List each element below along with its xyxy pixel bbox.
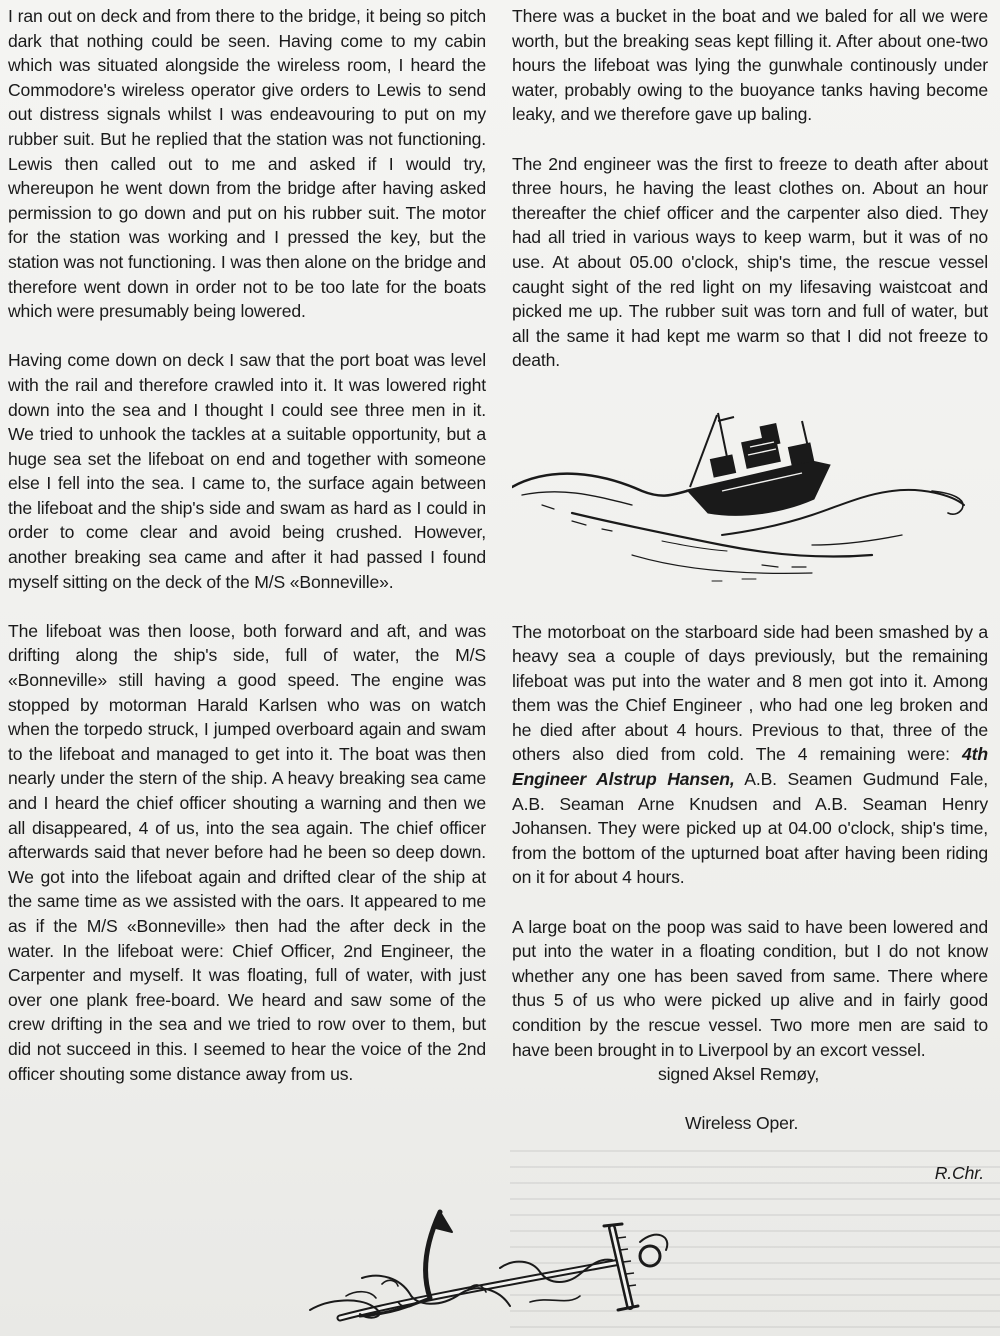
right-paragraph-1: There was a bucket in the boat and we baled for all we were worth, but the breaking seas kept filling it. After about one-two hours the lifeboat was lying the gunwhale continously under water, probably owing to the buoyance tanks having become leaky, and we therefore gave up baling. [512, 6, 988, 125]
crew-name-italic: 4th Engineer Alstrup Hansen, [512, 744, 988, 790]
ship-sketch-icon [512, 395, 982, 585]
right-paragraph-4: A large boat on the poop was said to have been lowered and put into the water in a floating condition, but I do not know whether any one has been saved from same. There where thus 5 of us who were picked up alive and in fairly good condition by the rescue vessel. Two more men are said to have been brought in to Liverpool by an excort vessel. [512, 916, 988, 1060]
left-paragraph-2: Having come down on deck I saw that the port boat was level with the rail and therefore crawled into it. It was lowered right down into the sea and I thought I could see three men in it. We tried to unhook the tackles at a suitable opportunity, but a huge sea set the lifeboat on end and together with someone else I fell into the sea. I came to, the surface again between the lifeboat and the ship's side and swam as hard as I could in order to come clear and avoid being crushed. However, another breaking sea came and after it had passed I found myself sitting on the deck of the M/S «Bonneville». [8, 350, 486, 592]
right-paragraph-3 [512, 620, 988, 891]
anchor-sketch-icon [300, 1198, 680, 1330]
left-column [8, 4, 486, 1086]
left-paragraph-3: The lifeboat was then loose, both forward and aft, and was drifting along the ship's side, full of water, the M/S «Bonneville» still having a good speed. The engine was stopped by motorman Harald Karlsen who was on watch when the torpedo struck, I jumped overboard again and swam to the lifeboat and managed to get into it. The boat was then nearly under the stern of the ship. A heavy breaking sea came and I heard the chief officer shouting a warning and then we all disappeared, 4 of us, into the sea again. The chief officer afterwards said that never before had he been so deep down. We got into the lifeboat again and drifted clear of the ship at the same time as we assisted with the oars. It appeared to me as if the M/S «Bonneville» then had the after deck in the water. In the lifeboat were: Chief Officer, 2nd Engineer, the Carpenter and myself. It was floating, full of water, with just over one plank free-board. We heard and saw some of the crew drifting in the sea and we tried to row over to them, but did not succeed in this. I seemed to hear the voice of the 2nd officer shouting some distance away from us. [8, 620, 486, 1084]
signature-name: signed Aksel Remøy, [658, 1064, 820, 1085]
right-paragraph-3-start: The motorboat on the starboard side had been smashed by a heavy sea a couple of days previously, but the remaining lifeboat was put into the water and 8 men got into it. Among them was the Chief Engineer , who had one leg broken and he died after about 4 hours. Previous to that, three of the others also died from cold. The 4 remaining were: [512, 621, 988, 765]
author-initials: R.Chr. [934, 1162, 984, 1183]
left-paragraph-1: I ran out on deck and from there to the bridge, it being so pitch dark that nothing could be seen. Having come to my cabin which was situated alongside the wireless room, I heard the Commodore's wireless operator give orders to Lewis to send out distress signals whilst I was endeavouring to put on my rubber suit. But he replied that the station was not functioning. Lewis then called out to me and asked if I would try, whereupon he went down from the bridge after having asked permission to go down and put on his rubber suit. The motor for the station was working and I pressed the key, but the station was not functioning. I was then alone on the bridge and therefore went down in order not to be too late for the boats which were presumably being lowered. [8, 6, 486, 322]
right-paragraph-3-end: A.B. Seamen Gudmund Fale, A.B. Seaman Arne Knudsen and A.B. Seaman Henry Johansen. They were picked up at 04.00 o'clock, ship's time, from the bottom of the upturned boat after having been riding on it for about 4 hours. [512, 769, 988, 888]
right-paragraph-2: The 2nd engineer was the first to freeze to death after about three hours, he having the least clothes on. About an hour thereafter the chief officer and the carpenter also died. They had all tried in various ways to keep warm, but it was of no use. At about 05.00 o'clock, ship's time, the rescue vessel caught sight of the red light on my lifesaving waistcoat and picked me up. The rubber suit was torn and full of water, but all the same it had kept me warm so that I did not freeze to death. [512, 153, 988, 371]
right-column [512, 4, 988, 1210]
signature-title: Wireless Oper. [685, 1113, 799, 1134]
